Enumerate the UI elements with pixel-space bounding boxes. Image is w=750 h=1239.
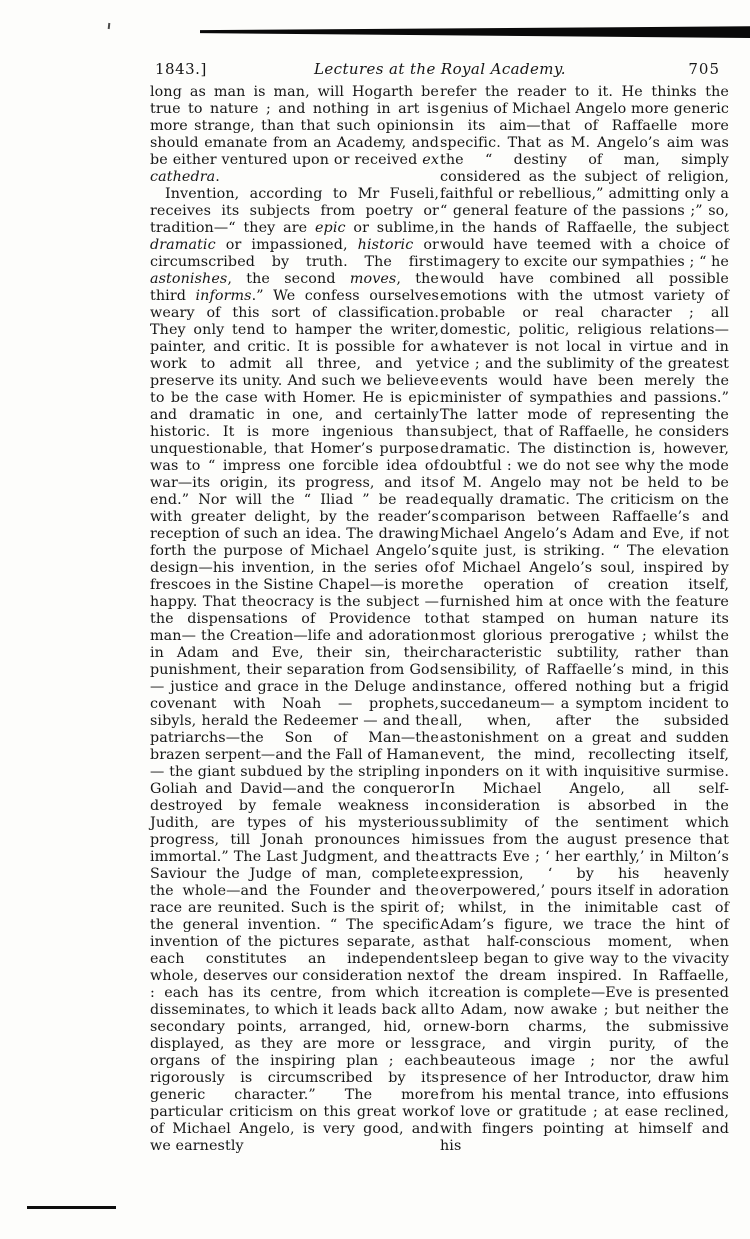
scan-edge-artifact <box>200 26 750 39</box>
running-title: Lectures at the Royal Academy. <box>314 60 566 78</box>
signature-rule <box>27 1206 116 1209</box>
paragraph-continuation: long as man is man, will Hogarth be true to nature ; and nothing in art is more strange, than that such opinions should emanate from an Academy, and be either ventured upon or received ex cathedra. <box>150 84 439 185</box>
left-text-column <box>150 84 439 1155</box>
right-text-column <box>440 84 729 1155</box>
page-number: 705 <box>688 60 720 78</box>
running-header <box>150 60 730 82</box>
paragraph-invention: Invention, according to Mr Fuseli, receives its subjects from poetry or tradition—“ they are epic or sublime, dramatic or impassioned, historic or circumscribed by truth. The first astonishes, the second moves, the third informs.” We confess ourselves weary of this sort of classification. They only tend to hamper the writer, painter, and critic. It is possible for a work to admit all three, and yet preserve its unity. And such we believe to be the case with Homer. He is epic and dramatic in one, and certainly historic. It is more ingenious than unquestionable, that Homer’s purpose was to “ impress one forcible idea of war—its origin, its progress, and its end.” Nor will the “ Iliad ” be read with greater delight, by the reader’s reception of such an idea. The drawing forth the purpose of Michael Angelo’s design—his invention, in the series of frescoes in the Sistine Chapel—is more happy. That theocracy is the subject — the dispensations of Providence to man— the Creation—life and adoration in Adam and Eve, their sin, their punishment, their separation from God— justice and grace in the Deluge and covenant with Noah — prophets, sibyls, herald the Redeemer — and the patriarchs—the Son of Man—the brazen serpent—and the Fall of Haman— the giant subdued by the stripling in Goliah and David—and the conqueror destroyed by female weakness in Judith, are types of his mysterious progress, till Jonah pronounces him immortal.” The Last Judgment, and the Saviour the Judge of man, complete the whole—and the Founder and the race are reunited. Such is the spirit of the general invention. “ The specific invention of the pictures separate, as each constitutes an independent whole, deserves our consideration next : each has its centre, from which it disseminates, to which it leads back all secondary points, arranged, hid, or displayed, as they are more or less organs of the inspiring plan ; each rigorously is circumscribed by its generic character.” The more particular criticism on this great work of Michael Angelo, is very good, and we earnestly <box>150 186 439 1154</box>
paragraph-continuation-right: refer the reader to it. He thinks the genius of Michael Angelo more generic in its aim—that of Raffaelle more specific. That as M. Angelo’s aim was the “ destiny of man, simply considered as the subject of religion, faithful or rebellious,” admitting only a “ general feature of the passions ;” so, in the hands of Raffaelle, the subject would have teemed with a choice of imagery to excite our sympathies ; “ he would have combined all possible emotions with the utmost variety of probable or real character ; all domestic, politic, religious relations— whatever is not local in virtue and in vice ; and the sublimity of the greatest events would have been merely the minister of sympathies and passions.” The latter mode of representing the subject, that of Raffaelle, he considers dramatic. The distinction is, however, doubtful : we do not see why the mode of M. Angelo may not be held to be equally dramatic. The criticism on the comparison between Raffaelle’s and Michael Angelo’s Adam and Eve, if not quite just, is striking. “ The elevation of Michael Angelo’s soul, inspired by the operation of creation itself, furnished him at once with the feature that stamped on human nature its most glorious prerogative ; whilst the characteristic subtility, rather than sensibility, of Raffaelle’s mind, in this instance, offered nothing but a frigid succedaneum— a symptom incident to all, when, after the subsided astonishment on a great and sudden event, the mind, recollecting itself, ponders on it with inquisitive surmise. In Michael Angelo, all self-consideration is absorbed in the sublimity of the sentiment which issues from the august presence that attracts Eve ; ‘ her earthly,’ in Milton’s expression, ‘ by his heavenly overpowered,’ pours itself in adoration ; whilst, in the inimitable cast of Adam’s figure, we trace the hint of that half-conscious moment, when sleep began to give way to the vivacity of the dream inspired. In Raffaelle, creation is complete—Eve is presented to Adam, now awake ; but neither the new-born charms, the submissive grace, and virgin purity, of the beauteous image ; nor the awful presence of her Introductor, draw him from his mental trance, into effusions of love or gratitude ; at ease reclined, with fingers pointing at himself and his <box>440 84 729 1154</box>
header-date: 1843.] <box>155 60 207 78</box>
scan-speck <box>108 23 111 29</box>
